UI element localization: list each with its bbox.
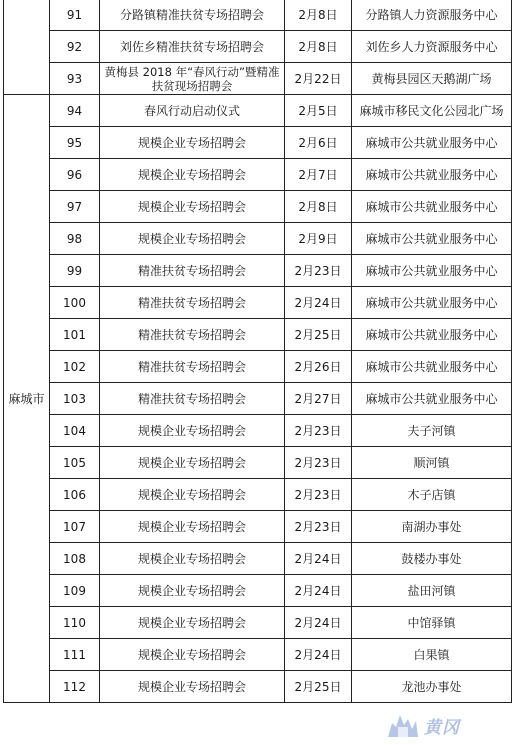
event-date: 2月26日 xyxy=(285,351,352,383)
row-number: 104 xyxy=(50,415,100,447)
event-venue: 麻城市公共就业服务中心 xyxy=(352,383,512,415)
event-date: 2月23日 xyxy=(285,415,352,447)
watermark-text: 黄冈 xyxy=(424,718,460,738)
row-number: 109 xyxy=(50,575,100,607)
event-date: 2月23日 xyxy=(285,511,352,543)
event-name: 春风行动启动仪式 xyxy=(100,95,285,127)
event-venue: 白果镇 xyxy=(352,639,512,671)
row-number: 106 xyxy=(50,479,100,511)
event-date: 2月25日 xyxy=(285,319,352,351)
event-name: 规模企业专场招聘会 xyxy=(100,511,285,543)
event-name: 黄梅县 2018 年“春风行动”暨精准扶贫现场招聘会 xyxy=(100,63,285,95)
row-number: 99 xyxy=(50,255,100,287)
event-venue: 麻城市公共就业服务中心 xyxy=(352,159,512,191)
table-row xyxy=(4,383,512,415)
event-name: 分路镇精准扶贫专场招聘会 xyxy=(100,0,285,31)
event-date: 2月23日 xyxy=(285,255,352,287)
event-venue: 麻城市公共就业服务中心 xyxy=(352,287,512,319)
event-name: 规模企业专场招聘会 xyxy=(100,223,285,255)
event-name: 规模企业专场招聘会 xyxy=(100,127,285,159)
event-venue: 分路镇人力资源服务中心 xyxy=(352,0,512,31)
row-number: 108 xyxy=(50,543,100,575)
row-number: 92 xyxy=(50,31,100,63)
row-number: 91 xyxy=(50,0,100,31)
event-date: 2月8日 xyxy=(285,31,352,63)
event-name: 精准扶贫专场招聘会 xyxy=(100,383,285,415)
event-venue: 刘佐乡人力资源服务中心 xyxy=(352,31,512,63)
event-venue: 麻城市公共就业服务中心 xyxy=(352,127,512,159)
event-name: 精准扶贫专场招聘会 xyxy=(100,287,285,319)
table-row xyxy=(4,159,512,191)
event-date: 2月23日 xyxy=(285,447,352,479)
event-date: 2月24日 xyxy=(285,639,352,671)
event-venue: 麻城市公共就业服务中心 xyxy=(352,351,512,383)
event-date: 2月6日 xyxy=(285,127,352,159)
table-row xyxy=(4,191,512,223)
table-row xyxy=(4,127,512,159)
event-name: 规模企业专场招聘会 xyxy=(100,543,285,575)
event-date: 2月23日 xyxy=(285,479,352,511)
event-venue: 中馆驿镇 xyxy=(352,607,512,639)
row-number: 96 xyxy=(50,159,100,191)
event-venue: 鼓楼办事处 xyxy=(352,543,512,575)
table-row xyxy=(4,447,512,479)
event-venue: 麻城市公共就业服务中心 xyxy=(352,255,512,287)
event-name: 刘佐乡精准扶贫专场招聘会 xyxy=(100,31,285,63)
event-venue: 麻城市公共就业服务中心 xyxy=(352,191,512,223)
table-row xyxy=(4,479,512,511)
event-date: 2月24日 xyxy=(285,287,352,319)
row-number: 100 xyxy=(50,287,100,319)
table-row xyxy=(4,511,512,543)
watermark xyxy=(386,709,506,741)
event-name: 规模企业专场招聘会 xyxy=(100,191,285,223)
row-number: 112 xyxy=(50,671,100,703)
event-venue: 麻城市移民文化公园北广场 xyxy=(352,95,512,127)
table-row xyxy=(4,95,512,127)
event-name: 精准扶贫专场招聘会 xyxy=(100,319,285,351)
row-number: 98 xyxy=(50,223,100,255)
event-venue: 麻城市公共就业服务中心 xyxy=(352,319,512,351)
event-name: 规模企业专场招聘会 xyxy=(100,447,285,479)
table-row xyxy=(4,543,512,575)
event-date: 2月24日 xyxy=(285,575,352,607)
table-row xyxy=(4,319,512,351)
event-venue: 盐田河镇 xyxy=(352,575,512,607)
table-row xyxy=(4,607,512,639)
table-row xyxy=(4,287,512,319)
table-row xyxy=(4,31,512,63)
row-number: 103 xyxy=(50,383,100,415)
city-logo-icon xyxy=(386,709,420,739)
event-name: 规模企业专场招聘会 xyxy=(100,639,285,671)
table-row xyxy=(4,63,512,95)
table-row xyxy=(4,223,512,255)
row-number: 94 xyxy=(50,95,100,127)
event-venue: 顺河镇 xyxy=(352,447,512,479)
row-number: 97 xyxy=(50,191,100,223)
row-number: 101 xyxy=(50,319,100,351)
event-venue: 南湖办事处 xyxy=(352,511,512,543)
table-row xyxy=(4,0,512,31)
event-name: 规模企业专场招聘会 xyxy=(100,479,285,511)
table-row xyxy=(4,351,512,383)
event-date: 2月9日 xyxy=(285,223,352,255)
table-row xyxy=(4,639,512,671)
event-date: 2月24日 xyxy=(285,607,352,639)
table-row xyxy=(4,255,512,287)
table-row xyxy=(4,575,512,607)
event-name: 规模企业专场招聘会 xyxy=(100,415,285,447)
event-name: 精准扶贫专场招聘会 xyxy=(100,255,285,287)
table-row xyxy=(4,671,512,703)
event-date: 2月25日 xyxy=(285,671,352,703)
event-name: 规模企业专场招聘会 xyxy=(100,671,285,703)
event-date: 2月5日 xyxy=(285,95,352,127)
event-date: 2月8日 xyxy=(285,0,352,31)
event-venue: 龙池办事处 xyxy=(352,671,512,703)
event-date: 2月8日 xyxy=(285,191,352,223)
row-number: 102 xyxy=(50,351,100,383)
event-name: 规模企业专场招聘会 xyxy=(100,575,285,607)
event-venue: 夫子河镇 xyxy=(352,415,512,447)
row-number: 111 xyxy=(50,639,100,671)
recruitment-schedule-table xyxy=(3,0,512,703)
event-date: 2月7日 xyxy=(285,159,352,191)
city-cell-huangmei xyxy=(4,0,50,95)
event-venue: 麻城市公共就业服务中心 xyxy=(352,223,512,255)
event-date: 2月27日 xyxy=(285,383,352,415)
event-name: 规模企业专场招聘会 xyxy=(100,159,285,191)
event-venue: 黄梅县园区天鹅湖广场 xyxy=(352,63,512,95)
row-number: 95 xyxy=(50,127,100,159)
row-number: 93 xyxy=(50,63,100,95)
row-number: 110 xyxy=(50,607,100,639)
row-number: 105 xyxy=(50,447,100,479)
city-cell-macheng: 麻城市 xyxy=(4,95,50,703)
table-row xyxy=(4,415,512,447)
event-date: 2月22日 xyxy=(285,63,352,95)
row-number: 107 xyxy=(50,511,100,543)
event-date: 2月24日 xyxy=(285,543,352,575)
event-venue: 木子店镇 xyxy=(352,479,512,511)
event-name: 规模企业专场招聘会 xyxy=(100,607,285,639)
event-name: 精准扶贫专场招聘会 xyxy=(100,351,285,383)
